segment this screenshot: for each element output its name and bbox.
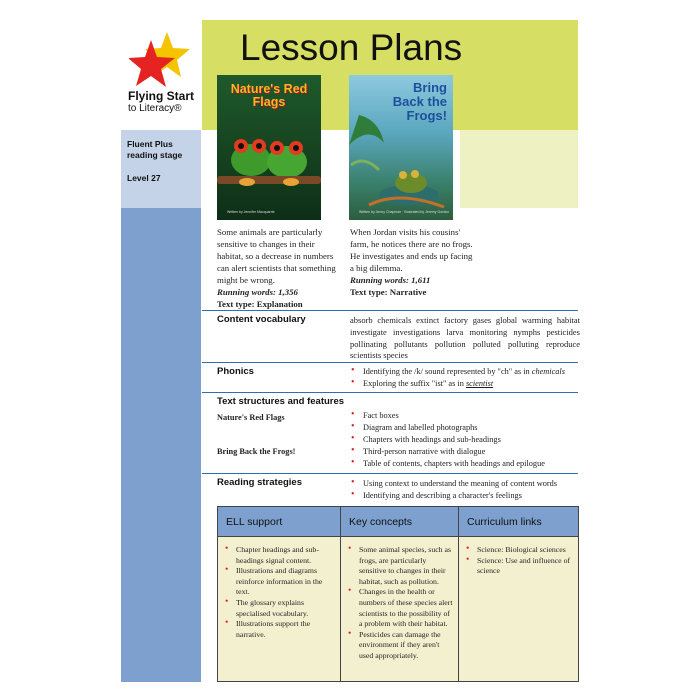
key-concepts-list	[347, 545, 454, 662]
ell-support-list	[224, 545, 336, 640]
content-vocabulary-list: absorb chemicals extinct factory gases global warming habitat investigate investigations larva monitoring nymphs pesticides pollinating pollutants pollution polluted polluting reproduce scientists species	[350, 315, 580, 361]
curriculum-links-cell	[459, 537, 578, 681]
curriculum-links-list	[465, 545, 574, 577]
cover-author: Written by Jenny Chapman · Illustrated by Jeremy Gordon	[359, 210, 450, 214]
phonics-label: Phonics	[217, 366, 254, 377]
logo-wordmark: Flying Start	[128, 89, 195, 103]
text-structures-list	[350, 410, 582, 470]
book-cover-bring-back-the-frogs	[349, 75, 453, 220]
ell-support-cell	[218, 537, 341, 681]
section-divider	[202, 473, 578, 474]
header-band-extension	[460, 130, 578, 208]
running-words: Running words: 1,356	[217, 287, 298, 297]
list-item: • Chapter headings and sub-headings signal content.	[224, 545, 336, 566]
support-table	[217, 506, 579, 682]
text-structure-item: • Fact boxes	[350, 410, 582, 422]
reading-strategies-list	[350, 478, 582, 502]
list-item: • The glossary explains specialised vocabulary.	[224, 598, 336, 619]
pond-frog-illustration-icon	[349, 115, 453, 220]
curriculum-links-header: Curriculum links	[459, 507, 578, 537]
text-structure-item: • Diagram and labelled photographs	[350, 422, 582, 434]
list-item: • Some animal species, such as frogs, are particularly sensitive to changes in their habitat, such as pollution.	[347, 545, 454, 587]
phonics-item: • Identifying the /k/ sound represented by "ch" as in chemicals	[350, 366, 582, 378]
ell-support-header: ELL support	[218, 507, 341, 537]
reading-strategy-item: • Using context to understand the meaning of content words	[350, 478, 582, 490]
phonics-item: • Exploring the suffix "ist" as in scientist	[350, 378, 582, 390]
book-description-2	[350, 226, 475, 298]
text-structures-book-2: Bring Back the Frogs!	[217, 447, 296, 456]
reading-strategy-item: • Identifying and describing a character's feelings	[350, 490, 582, 502]
phonics-list	[350, 366, 582, 390]
reading-stage: Fluent Plus reading stage	[127, 139, 183, 160]
key-concepts-cell	[341, 537, 459, 681]
book-description-1	[217, 226, 342, 310]
book-cover-natures-red-flags	[217, 75, 321, 220]
section-divider	[202, 362, 578, 363]
list-item: • Science: Biological sciences	[465, 545, 574, 556]
page-title: Lesson Plans	[240, 27, 463, 68]
cover-author: Written by Jennifer Macquarrie	[227, 210, 275, 214]
text-structure-item: • Table of contents, chapters with headings and epilogue	[350, 458, 582, 470]
reading-strategies-label: Reading strategies	[217, 477, 302, 488]
cover-title: Nature's Red Flags	[230, 82, 308, 109]
logo-subtitle: to Literacy®	[128, 103, 182, 114]
text-type: Text type: Narrative	[350, 287, 427, 297]
text-structure-item: • Third-person narrative with dialogue	[350, 446, 582, 458]
description-text: When Jordan visits his cousins' farm, he notices there are no frogs. He investigates and ends up facing a big dilemma.	[350, 227, 473, 273]
content-vocabulary-label: Content vocabulary	[217, 314, 306, 325]
frogs-illustration-icon	[217, 110, 321, 210]
list-item: • Pesticides can damage the environment if they aren't used appropriately.	[347, 630, 454, 662]
section-divider	[202, 310, 578, 311]
reading-level: Level 27	[127, 173, 161, 183]
text-structures-label: Text structures and features	[217, 396, 345, 407]
text-type: Text type: Explanation	[217, 299, 303, 309]
sidebar	[121, 130, 201, 682]
description-text: Some animals are particularly sensitive to changes in their habitat, so a decrease in numbers can alert scientists that something might be wrong.	[217, 227, 336, 285]
text-structures-book-1: Nature's Red Flags	[217, 413, 285, 422]
text-structure-item: • Chapters with headings and sub-headings	[350, 434, 582, 446]
list-item: • Science: Use and influence of science	[465, 556, 574, 577]
section-divider	[202, 392, 578, 393]
list-item: • Illustrations and diagrams reinforce information in the text.	[224, 566, 336, 598]
key-concepts-header: Key concepts	[341, 507, 459, 537]
running-words: Running words: 1,611	[350, 275, 431, 285]
list-item: • Illustrations support the narrative.	[224, 619, 336, 640]
cover-title: Bring Back the Frogs!	[392, 80, 447, 123]
flying-start-star-logo-icon	[129, 30, 191, 92]
list-item: • Changes in the health or numbers of these species alert scientists to the possibility of a problem with their habitat.	[347, 587, 454, 629]
